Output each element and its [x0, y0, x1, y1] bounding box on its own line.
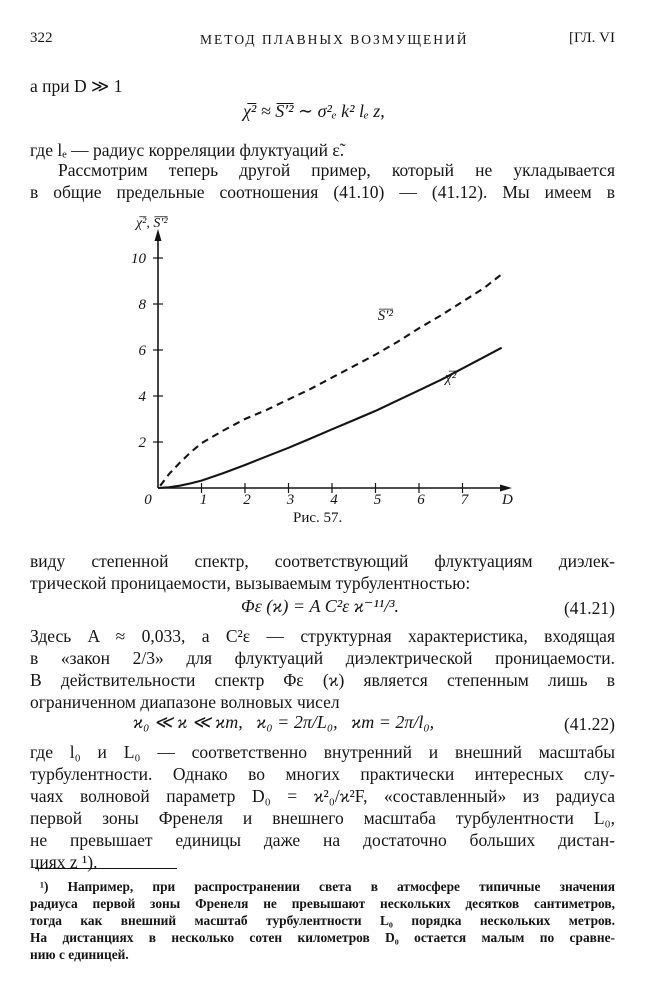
x-axis-label: D — [502, 492, 513, 508]
chart-labels — [131, 216, 513, 508]
series-label-s-prime-squared: S̅′̅² — [377, 308, 393, 325]
running-header — [30, 30, 615, 52]
intro-formula: χ̅² ≈ S̅′̅² ∼ σ²ₑ k² lₑ z, — [243, 101, 385, 121]
footnote-line-1: ¹) Например, при распространении света в атмосфере типичные значения — [40, 879, 615, 894]
x-tick-label: 3 — [286, 492, 295, 508]
x-tick-label: 5 — [373, 492, 382, 508]
y-tick-label: 6 — [138, 343, 146, 359]
x-tick-label: 6 — [417, 492, 425, 508]
para4-line-1: где l₀ и L₀ — соответственно внутренний и внешний масштабы — [30, 742, 615, 762]
chart-axes — [155, 229, 513, 492]
equation-41-22: ϰ₀ ≪ ϰ ≪ ϰm, ϰ₀ = 2π/L₀, ϰm = 2π/l₀, — [133, 712, 435, 732]
page-number: 322 — [30, 30, 53, 46]
running-title: МЕТОД ПЛАВНЫХ ВОЗМУЩЕНИЙ — [200, 32, 469, 47]
y-tick-label: 4 — [138, 389, 146, 405]
chart-ticks — [153, 258, 463, 493]
y-axis-label: χ̅², S̅′̅² — [136, 216, 168, 231]
para3-line-2: в «закон 2/3» для флуктуаций диэлектрической проницаемости. — [30, 648, 615, 668]
footnote-line-5: нию с единицей. — [30, 947, 129, 962]
equation-41-21-number: (41.21) — [563, 598, 615, 618]
footnote-rule — [35, 868, 177, 869]
para4-line-5: не превышает единицы даже на достаточно больших дистан- — [30, 830, 615, 850]
para3-line-4: ограниченном диапазоне волновых чисел — [30, 692, 340, 712]
x-tick-label: 7 — [460, 492, 469, 508]
x-tick-label: 0 — [144, 492, 152, 508]
x-tick-label: 1 — [199, 492, 208, 508]
para4-line-2: турбулентности. Однако во многих практически интересных слу- — [30, 764, 615, 784]
para2-line-1: виду степенной спектр, соответствующий флуктуациям диэлек- — [30, 551, 615, 571]
footnote-line-2: радиуса первой зоны Френеля не превышают нескольких десятков сантиметров, — [30, 896, 615, 911]
series-label-chi-squared: χ̅² — [445, 370, 457, 387]
para4-line-6: циях z ¹). — [30, 852, 98, 872]
series-chi-squared-line — [158, 348, 502, 488]
y-tick-label: 8 — [138, 297, 146, 313]
para2-line-2: трической проницаемости, вызываемым турбулентностью: — [30, 573, 471, 593]
figure-caption: Рис. 57. — [293, 510, 343, 526]
x-tick-label: 4 — [330, 492, 338, 508]
intro-line-2: где lₑ — радиус корреляции флуктуаций ε̃. — [30, 140, 345, 160]
para3-line-1: Здесь A ≈ 0,033, а C²ε — структурная характеристика, входящая — [30, 626, 615, 646]
para4-line-4: первой зоны Френеля и внешнего масштаба турбулентности L₀, — [30, 808, 615, 828]
footnote-line-3: тогда как внешний масштаб турбулентности L₀ порядка нескольких метров. — [30, 913, 615, 928]
para1-line-1: Рассмотрим теперь другой пример, который не укладывается — [58, 160, 615, 180]
figure-57-chart — [120, 205, 520, 535]
intro-line-1: а при D ≫ 1 — [30, 76, 123, 96]
equation-41-22-number: (41.22) — [563, 714, 615, 734]
para3-line-3: В действительности спектр Φε (ϰ) является степенным лишь в — [30, 670, 615, 690]
para1-line-2: в общие предельные соотношения (41.10) — (41.12). Мы имеем в — [30, 182, 615, 202]
x-tick-label: 2 — [243, 492, 251, 508]
footnote-line-4: На дистанциях в несколько сотен километров D₀ остается малым по сравне- — [30, 930, 615, 945]
equation-41-21: Φε (ϰ) = A C²ε ϰ⁻¹¹/³. — [241, 596, 400, 616]
y-tick-label: 2 — [138, 435, 146, 451]
chapter-label: [ГЛ. VI — [568, 30, 615, 46]
x-axis-arrow — [500, 485, 512, 492]
y-tick-label: 10 — [131, 251, 146, 267]
para4-line-3: чаях волновой параметр D₀ = ϰ²₀/ϰ²F, «составленный» из радиуса — [30, 786, 615, 806]
